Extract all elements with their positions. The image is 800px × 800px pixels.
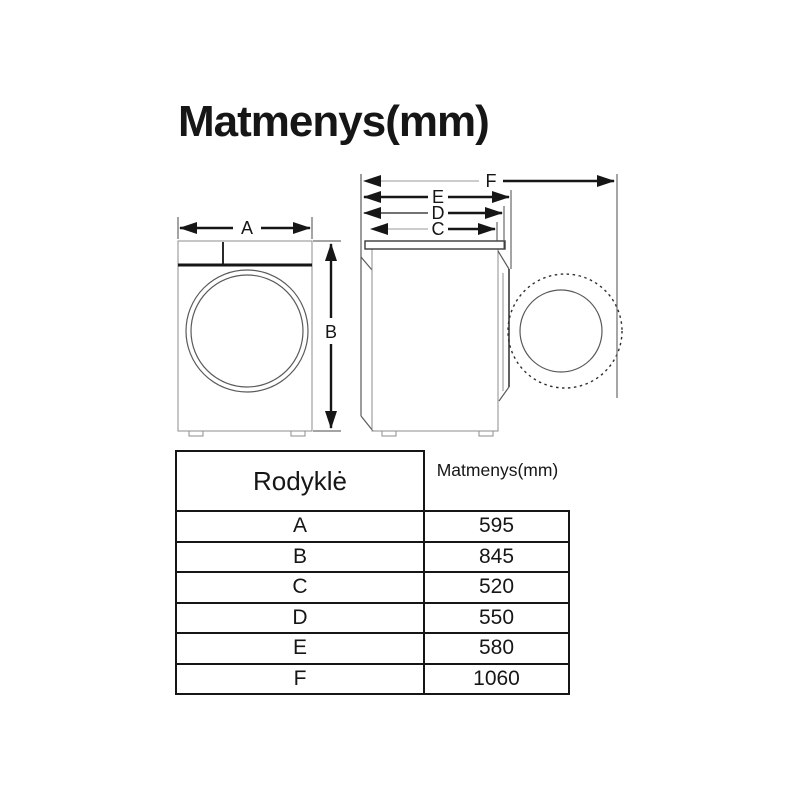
dim-label-f: F bbox=[485, 171, 497, 191]
table-row bbox=[177, 663, 568, 694]
table-row bbox=[177, 512, 568, 541]
side-top-lid bbox=[365, 241, 505, 249]
front-left-foot bbox=[189, 431, 203, 436]
side-right-foot bbox=[479, 431, 493, 436]
door-bottom-slant bbox=[499, 387, 509, 401]
dim-a bbox=[178, 217, 312, 239]
dim-label-a: A bbox=[240, 218, 254, 238]
row-value: 595 bbox=[478, 514, 515, 538]
table-row bbox=[177, 571, 568, 602]
row-label: F bbox=[177, 665, 425, 694]
door-swing-dashed-circle bbox=[508, 274, 622, 388]
side-left-foot bbox=[382, 431, 396, 436]
page-title: Matmenys(mm) bbox=[178, 97, 489, 146]
row-value: 520 bbox=[478, 575, 515, 599]
table-row bbox=[177, 632, 568, 663]
table-header-dimensions bbox=[425, 450, 570, 510]
table-header-dimensions-label: Matmenys(mm) bbox=[436, 459, 559, 480]
row-label: C bbox=[177, 573, 425, 602]
dim-label-b: B bbox=[324, 322, 338, 342]
door-open-circle bbox=[520, 290, 602, 372]
row-label: A bbox=[177, 512, 425, 541]
row-label: B bbox=[177, 543, 425, 572]
dim-label-c: C bbox=[431, 219, 445, 239]
door-top-slant bbox=[498, 251, 509, 269]
row-value: 1060 bbox=[473, 666, 520, 690]
side-back-top-slant bbox=[361, 257, 372, 270]
dim-c bbox=[371, 219, 495, 239]
row-label: D bbox=[177, 604, 425, 633]
door-outer-ring bbox=[186, 270, 308, 392]
table-row bbox=[177, 541, 568, 572]
table-row bbox=[177, 602, 568, 633]
dim-f bbox=[364, 171, 614, 191]
table-header-pointer bbox=[175, 450, 425, 510]
side-cabinet-outline bbox=[372, 249, 498, 431]
row-value: 550 bbox=[478, 605, 515, 629]
row-value: 845 bbox=[478, 544, 515, 568]
row-label: E bbox=[177, 634, 425, 663]
table-header-pointer-label: Rodyklė bbox=[253, 465, 347, 496]
dim-label-d: D bbox=[431, 203, 445, 223]
dim-label-e: E bbox=[431, 187, 445, 207]
door-inner-ring bbox=[191, 275, 303, 387]
dimensions-table bbox=[175, 450, 570, 695]
table-body bbox=[175, 510, 570, 695]
front-view bbox=[178, 217, 341, 436]
dim-b bbox=[313, 241, 341, 431]
row-value: 580 bbox=[478, 636, 515, 660]
side-back-bottom-slant bbox=[361, 416, 373, 431]
side-view bbox=[361, 171, 622, 436]
front-right-foot bbox=[291, 431, 305, 436]
